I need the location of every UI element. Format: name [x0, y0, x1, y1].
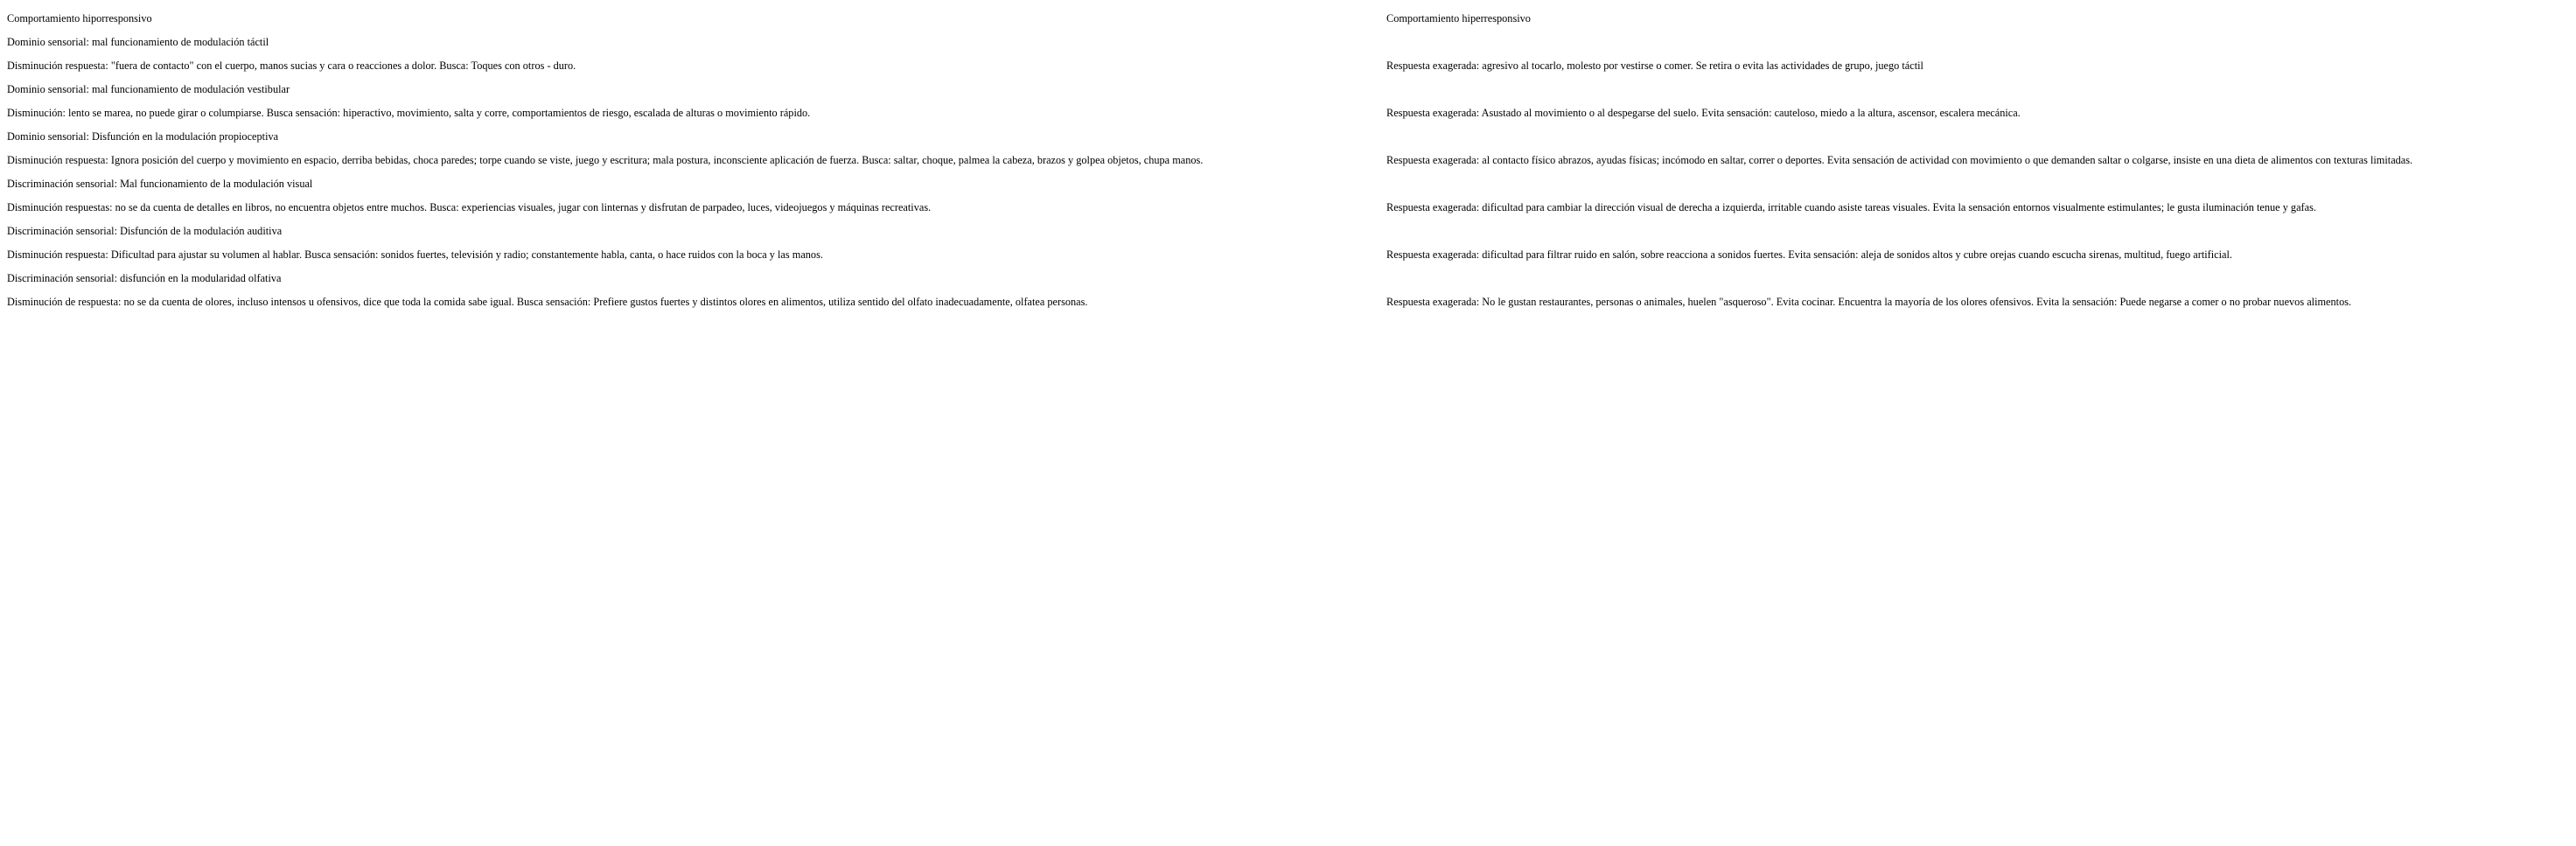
section-empty-cell — [1386, 79, 2413, 101]
hyperresponsive-cell: Respuesta exagerada: al contacto físico abrazos, ayudas físicas; incómodo en saltar, correr o deportes. Evita sensación de actividad con movimiento o que demanden saltar o colgarse, insiste en una dieta de alimentos con texturas limitadas. — [1386, 154, 2413, 166]
hyperresponsive-cell: Respuesta exagerada: dificultad para cambiar la dirección visual de derecha a izquierda, irritable cuando asiste tareas visuales. Evita la sensación entornos visualmente estimulantes; le gusta iluminación tenue y gafas. — [1386, 201, 2316, 213]
sensory-domain-label: Discriminación sensorial: Mal funcionamiento de la modulación visual — [7, 178, 313, 190]
hyperresponsive-cell: Respuesta exagerada: Asustado al movimiento o al despegarse del suelo. Evita sensación: cauteloso, miedo a la altura, ascensor, escalera mecánica. — [1386, 107, 2021, 119]
header-row — [6, 8, 2413, 30]
table-row — [6, 102, 2413, 124]
section-row — [6, 268, 2413, 290]
hyperresponsive-cell: Respuesta exagerada: agresivo al tocarlo, molesto por vestirse o comer. Se retira o evita las actividades de grupo, juego táctil — [1386, 59, 1923, 72]
hyporesponsive-cell: Disminución de respuesta: no se da cuenta de olores, incluso intensos u ofensivos, dice que toda la comida sabe igual. Busca sensación: Prefiere gustos fuertes y distintos olores en alimentos, utiliza sentido del olfato inadecuadamente, olfatea personas. — [7, 296, 1088, 308]
section-row — [6, 220, 2413, 242]
sensory-domain-label: Dominio sensorial: mal funcionamiento de modulación vestibular — [7, 83, 290, 95]
section-empty-cell — [1386, 173, 2413, 195]
section-row — [6, 126, 2413, 148]
table-row — [6, 197, 2413, 219]
section-empty-cell — [1386, 31, 2413, 53]
section-row — [6, 173, 2413, 195]
table-row — [6, 150, 2413, 171]
section-empty-cell — [1386, 268, 2413, 290]
sensory-domain-label: Dominio sensorial: Disfunción en la modulación propioceptiva — [7, 130, 279, 143]
hyporesponsive-cell: Disminución respuesta: "fuera de contacto" con el cuerpo, manos sucias y cara o reacciones a dolor. Busca: Toques con otros - duro. — [7, 59, 576, 72]
hyporesponsive-cell: Disminución respuesta: Ignora posición del cuerpo y movimiento en espacio, derriba bebidas, choca paredes; torpe cuando se viste, juego y escritura; mala postura, inconsciente aplicación de fuerza. Busca: saltar, choque, palmea la cabeza, brazos y golpea objetos, chupa manos. — [7, 154, 1204, 166]
hyporesponsive-header: Comportamiento hiporresponsivo — [7, 12, 152, 24]
sensory-domain-label: Dominio sensorial: mal funcionamiento de modulación táctil — [7, 36, 269, 48]
sensory-domain-label: Discriminación sensorial: Disfunción de la modulación auditiva — [7, 225, 283, 237]
table-body — [6, 8, 2413, 313]
section-empty-cell — [1386, 220, 2413, 242]
hyporesponsive-cell: Disminución respuestas: no se da cuenta de detalles en libros, no encuentra objetos entre muchos. Busca: experiencias visuales, jugar con linternas y disfrutan de parpadeo, luces, videojuegos y máquinas recreativas. — [7, 201, 932, 213]
section-row — [6, 31, 2413, 53]
hyperresponsive-cell: Respuesta exagerada: No le gustan restaurantes, personas o animales, huelen "asqueroso". Evita cocinar. Encuentra la mayoría de los olores ofensivos. Evita la sensación: Puede negarse a comer o no probar nuevos alimentos. — [1386, 296, 2352, 308]
hyporesponsive-cell: Disminución: lento se marea, no puede girar o columpiarse. Busca sensación: hiperactivo, movimiento, salta y corre, comportamientos de riesgo, escalada de alturas o movimiento rápido. — [7, 107, 811, 119]
table-row — [6, 291, 2413, 313]
hyperresponsive-cell: Respuesta exagerada: dificultad para filtrar ruido en salón, sobre reacciona a sonidos fuertes. Evita sensación: aleja de sonidos altos y cubre orejas cuando escucha sirenas, multitud, fuego artificial. — [1386, 248, 2233, 261]
hyporesponsive-cell: Disminución respuesta: Dificultad para ajustar su volumen al hablar. Busca sensación: sonidos fuertes, televisión y radio; constantemente habla, canta, o hace ruidos con la boca y las manos. — [7, 248, 823, 261]
sensory-behavior-table — [4, 6, 2415, 315]
hyperresponsive-header: Comportamiento hiperresponsivo — [1386, 12, 1531, 24]
table-row — [6, 55, 2413, 77]
section-row — [6, 79, 2413, 101]
table-row — [6, 244, 2413, 266]
sensory-domain-label: Discriminación sensorial: disfunción en la modularidad olfativa — [7, 272, 282, 284]
section-empty-cell — [1386, 126, 2413, 148]
